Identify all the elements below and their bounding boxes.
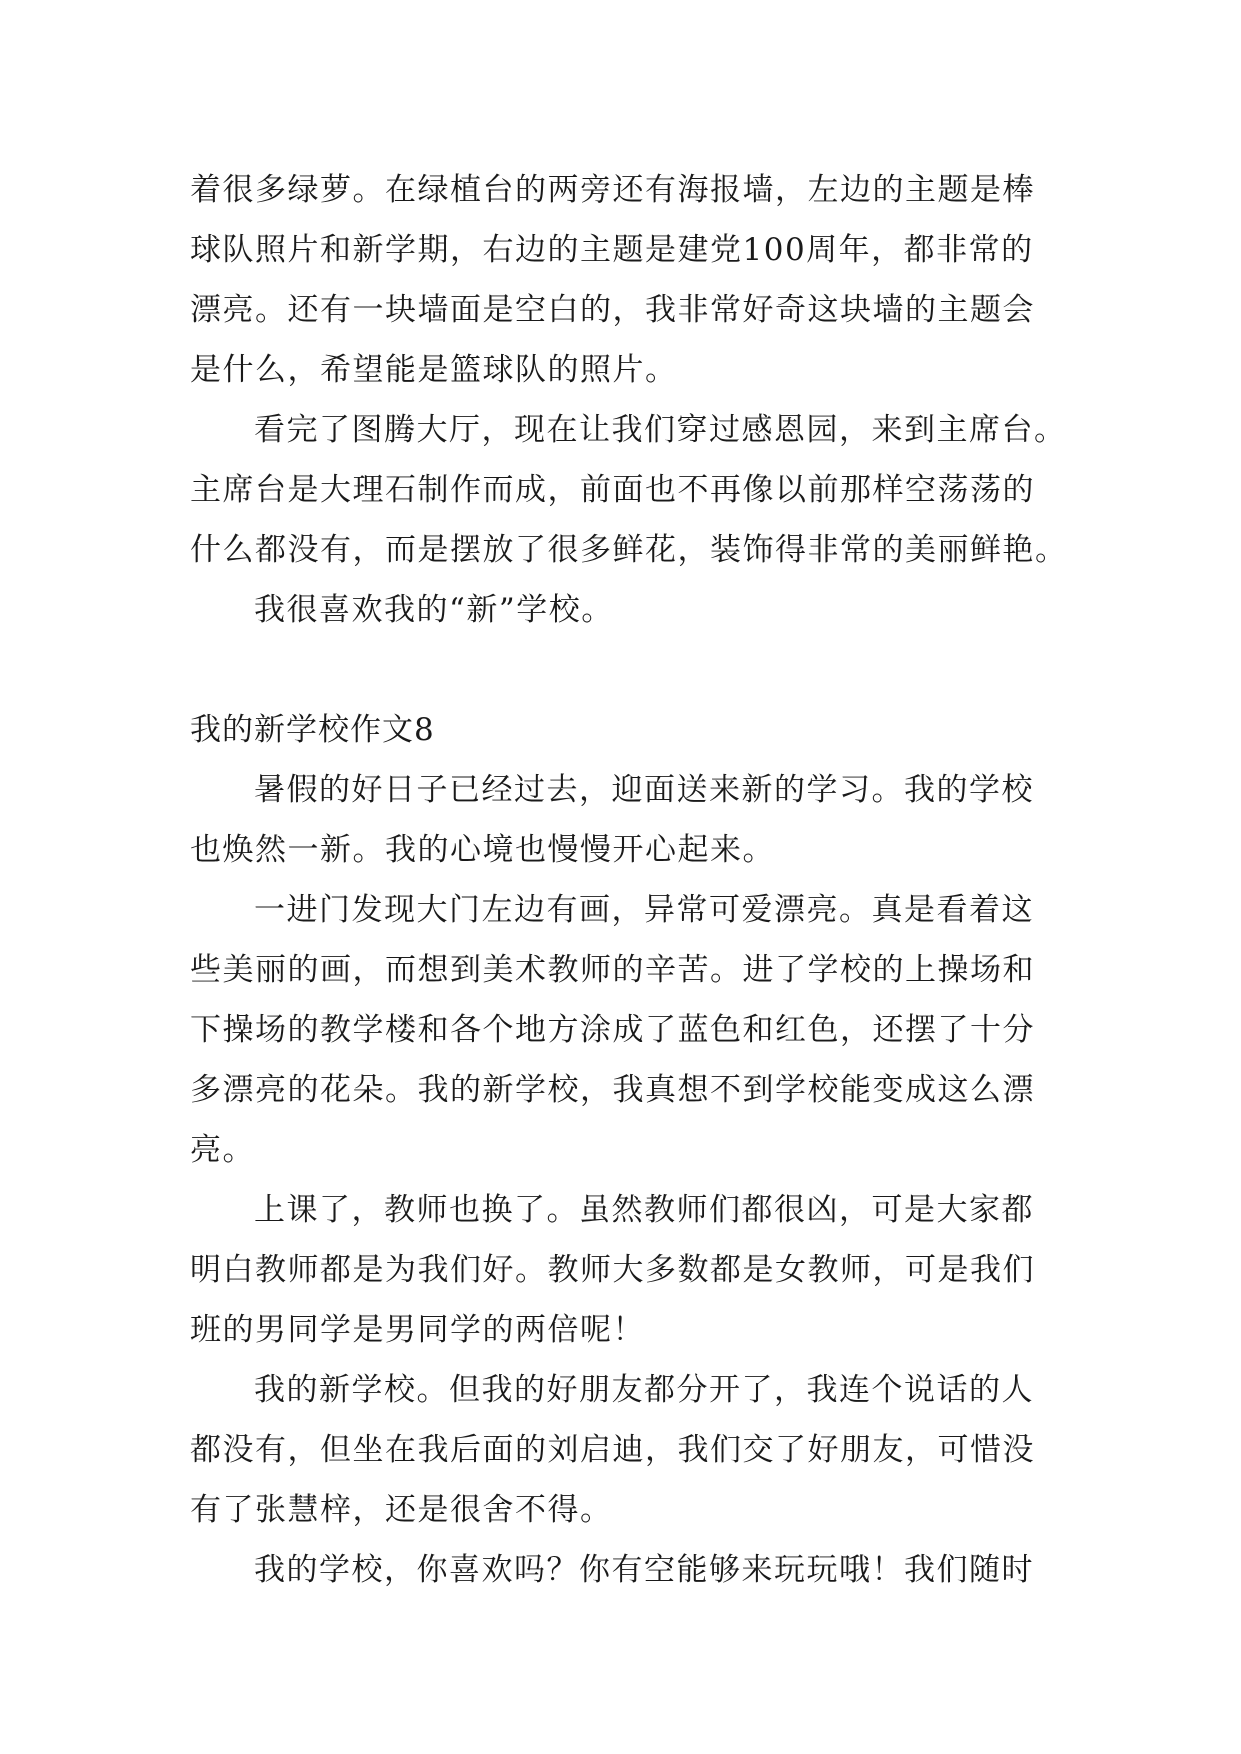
text-line: 一进门发现大门左边有画，异常可爱漂亮。真是看着这 <box>254 892 1034 928</box>
text-line: 是什么，希望能是篮球队的照片。 <box>190 352 678 388</box>
text-line: 着很多绿萝。在绿植台的两旁还有海报墙，左边的主题是棒 <box>190 172 1035 208</box>
section-spacer <box>190 640 1056 700</box>
text-line: 漂亮。还有一块墙面是空白的，我非常好奇这块墙的主题会 <box>190 292 1035 328</box>
text-line: 也焕然一新。我的心境也慢慢开心起来。 <box>190 832 775 868</box>
document-body <box>190 160 1068 1600</box>
text-line: 我的新学校。但我的好朋友都分开了，我连个说话的人 <box>254 1372 1034 1408</box>
text-line: 球队照片和新学期，右边的主题是建党100周年，都非常的 <box>190 232 1034 268</box>
text-line: 多漂亮的花朵。我的新学校，我真想不到学校能变成这么漂 <box>190 1072 1035 1108</box>
paragraph <box>190 1540 1056 1600</box>
paragraph <box>190 160 1056 400</box>
text-line: 些美丽的画，而想到美术教师的辛苦。进了学校的上操场和 <box>190 952 1035 988</box>
text-line: 我的学校，你喜欢吗？你有空能够来玩玩哦！我们随时 <box>254 1552 1034 1588</box>
paragraph <box>190 1180 1056 1360</box>
text-line: 我很喜欢我的“新”学校。 <box>254 592 614 628</box>
text-line: 明白教师都是为我们好。教师大多数都是女教师，可是我们 <box>190 1252 1035 1288</box>
text-line: 什么都没有，而是摆放了很多鲜花，装饰得非常的美丽鲜艳。 <box>190 532 1068 568</box>
text-line: 有了张慧梓，还是很舍不得。 <box>190 1492 613 1528</box>
text-line: 下操场的教学楼和各个地方涂成了蓝色和红色，还摆了十分 <box>190 1012 1035 1048</box>
paragraph <box>190 760 1056 880</box>
paragraph <box>190 400 1068 580</box>
paragraph <box>190 880 1056 1180</box>
section-title: 我的新学校作文8 <box>190 712 435 748</box>
paragraph <box>190 580 1056 640</box>
paragraph <box>190 1360 1056 1540</box>
text-line: 班的男同学是男同学的两倍呢！ <box>190 1312 645 1348</box>
text-line: 看完了图腾大厅，现在让我们穿过感恩园，来到主席台。 <box>254 412 1067 448</box>
text-line: 暑假的好日子已经过去，迎面送来新的学习。我的学校 <box>254 772 1034 808</box>
text-line: 亮。 <box>190 1132 255 1168</box>
text-line: 主席台是大理石制作而成，前面也不再像以前那样空荡荡的 <box>190 472 1035 508</box>
text-line: 上课了，教师也换了。虽然教师们都很凶，可是大家都 <box>254 1192 1034 1228</box>
text-line: 都没有，但坐在我后面的刘启迪，我们交了好朋友，可惜没 <box>190 1432 1035 1468</box>
